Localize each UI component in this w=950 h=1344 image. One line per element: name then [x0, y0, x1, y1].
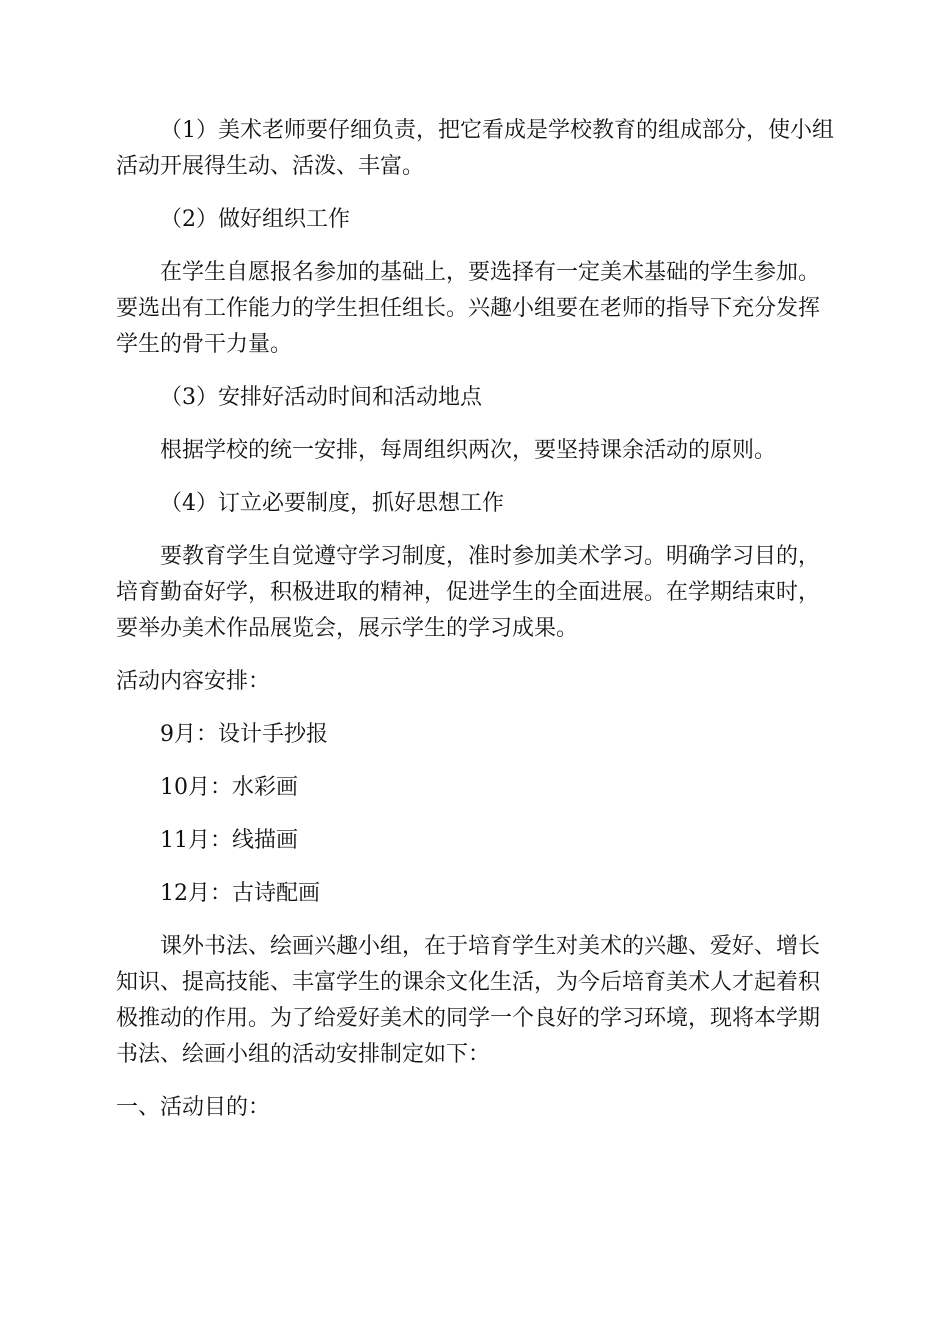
- paragraph-group-introduction: 课外书法、绘画兴趣小组，在于培育学生对美术的兴趣、爱好、增长知识、提高技能、丰富学生的课余文化生活，为今后培育美术人才起着积极推动的作用。为了给爱好美术的同学一个良好的学习环境，现将本学期书法、绘画小组的活动安排制定如下：: [116, 934, 821, 1067]
- heading-activity-content: 活动内容安排：: [116, 669, 271, 694]
- heading-activity-purpose: 一、活动目的：: [116, 1095, 271, 1120]
- paragraph-schedule: 根据学校的统一安排，每周组织两次，要坚持课余活动的原则。: [160, 438, 777, 463]
- document-body: [116, 113, 836, 1126]
- paragraph-study-discipline: 要教育学生自觉遵守学习制度，准时参加美术学习。明确学习目的，培育勤奋好学，积极进取的精神，促进学生的全面进展。在学期结束时，要举办美术作品展览会，展示学生的学习成果。: [116, 544, 821, 641]
- heading-organization-work: （2）做好组织工作: [160, 207, 350, 232]
- paragraph-student-selection: 在学生自愿报名参加的基础上，要选择有一定美术基础的学生参加。要选出有工作能力的学生担任组长。兴趣小组要在老师的指导下充分发挥学生的骨干力量。: [116, 260, 821, 357]
- heading-rules-and-thinking: （4）订立必要制度，抓好思想工作: [160, 491, 504, 516]
- heading-activity-time-place: （3）安排好活动时间和活动地点: [160, 385, 482, 410]
- list-item-october: 10月：水彩画: [160, 775, 298, 800]
- list-item-november: 11月：线描画: [160, 828, 298, 853]
- list-item-december: 12月：古诗配画: [160, 881, 320, 906]
- paragraph-teacher-responsibility: （1）美术老师要仔细负责，把它看成是学校教育的组成部分，使小组活动开展得生动、活泼、丰富。: [116, 118, 834, 179]
- list-item-september: 9月：设计手抄报: [160, 722, 328, 747]
